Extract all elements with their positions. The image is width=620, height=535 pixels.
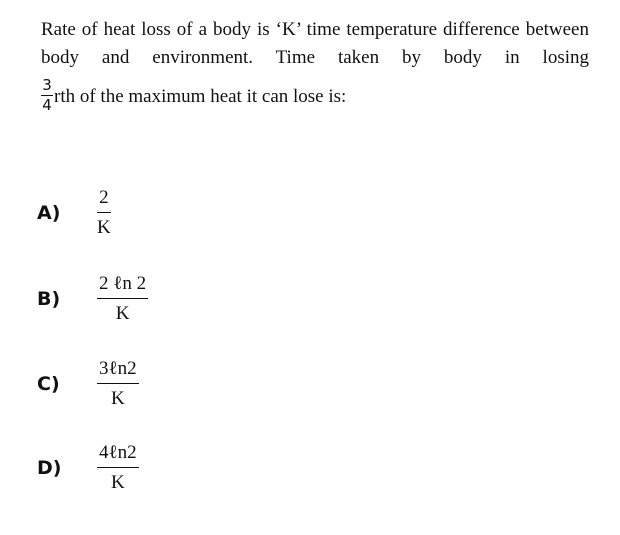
option-c-fraction bbox=[97, 359, 139, 408]
option-b-fraction bbox=[97, 274, 148, 323]
option-d-bar bbox=[97, 467, 139, 468]
option-d-denominator: K bbox=[110, 472, 125, 493]
option-a-bar bbox=[97, 212, 111, 213]
option-b-numerator: 2 ℓn 2 bbox=[99, 273, 147, 294]
question-text: Rate of heat loss of a body is ‘K’ time temperature difference between body and environment. Time taken by body in losing bbox=[41, 19, 589, 68]
option-c-bar bbox=[97, 383, 139, 384]
question-fraction-line bbox=[41, 78, 346, 113]
option-a-fraction bbox=[97, 188, 111, 237]
option-a-denominator: K bbox=[97, 217, 111, 238]
option-b-label: B) bbox=[37, 287, 61, 310]
option-d-label: D) bbox=[37, 456, 62, 479]
option-a-numerator: 2 bbox=[99, 187, 109, 208]
fraction-numerator: 3 bbox=[42, 76, 52, 94]
option-d[interactable] bbox=[37, 443, 139, 492]
option-d-numerator: 4ℓn2 bbox=[99, 442, 137, 463]
option-c-denominator: K bbox=[110, 388, 125, 409]
option-c[interactable] bbox=[37, 359, 139, 408]
option-c-label: C) bbox=[37, 372, 60, 395]
option-c-numerator: 3ℓn2 bbox=[99, 358, 137, 379]
question-tail: rth of the maximum heat it can lose is: bbox=[54, 85, 347, 107]
three-quarters-fraction bbox=[41, 78, 53, 113]
option-b-bar bbox=[97, 298, 148, 299]
option-a-label: A) bbox=[37, 201, 61, 224]
option-d-fraction bbox=[97, 443, 139, 492]
option-b[interactable] bbox=[37, 274, 148, 323]
option-a[interactable] bbox=[37, 188, 111, 237]
option-b-denominator: K bbox=[115, 303, 130, 324]
fraction-denominator: 4 bbox=[42, 96, 52, 114]
